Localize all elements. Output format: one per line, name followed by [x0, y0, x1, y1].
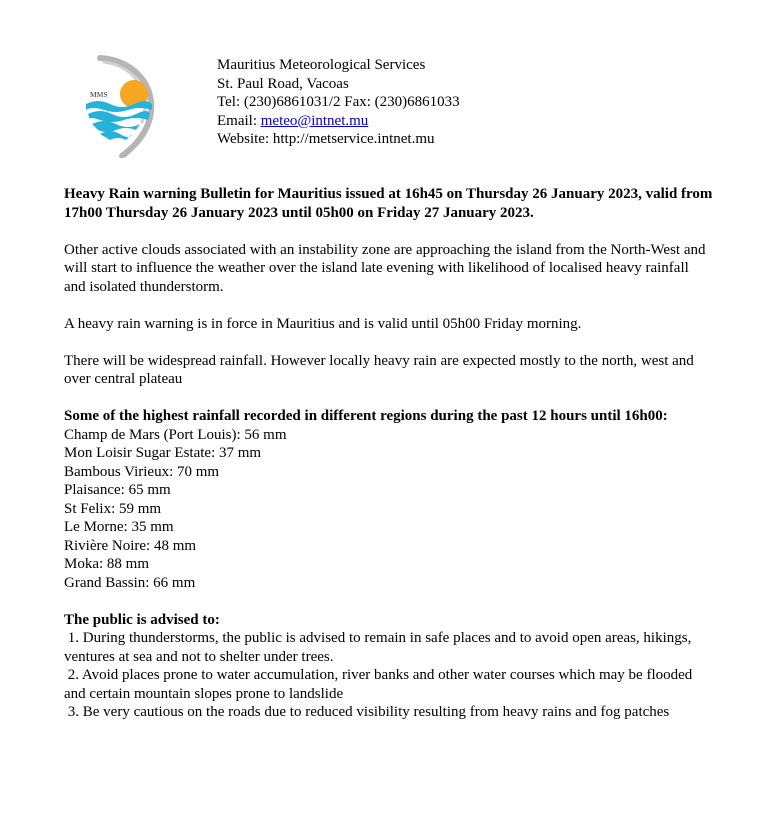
rainfall-item: Champ de Mars (Port Louis): 56 mm: [64, 426, 287, 443]
spacer: [64, 222, 714, 241]
spacer: [64, 592, 714, 611]
organization-header: [217, 56, 460, 149]
spacer: [64, 296, 714, 315]
bulletin-title: Heavy Rain warning Bulletin for Mauritius issued at 16h45 on Thursday 26 January 2023, valid from 17h00 Thursday 26 January 2023 until 05h00 on Friday 27 January 2023.: [64, 186, 713, 221]
rainfall-item: Bambous Virieux: 70 mm: [64, 463, 220, 480]
rainfall-item: Mon Loisir Sugar Estate: 37 mm: [64, 445, 262, 461]
rainfall-item: Le Morne: 35 mm: [64, 519, 174, 535]
mms-logo-graphic: [78, 52, 160, 158]
rainfall-item: Grand Bassin: 66 mm: [64, 574, 196, 591]
rainfall-list: [64, 426, 714, 593]
rainfall-item: Plaisance: 65 mm: [64, 482, 171, 498]
mms-logo: [78, 52, 160, 158]
advice-item: 1. During thunderstorms, the public is advised to remain in safe places and to avoid open areas, hikings, ventures at sea and not to shelter under trees.: [64, 630, 696, 665]
rainfall-item: St Felix: 59 mm: [64, 500, 162, 517]
advice-item: 3. Be very cautious on the roads due to reduced visibility resulting from heavy rains and fog patches: [64, 704, 670, 720]
rainfall-heading: Some of the highest rainfall recorded in different regions during the past 12 hours until 16h00:: [64, 408, 668, 424]
logo-wave-3: [92, 121, 140, 132]
logo-wave-4: [100, 131, 132, 140]
org-tel-fax: Tel: (230)6861031/2 Fax: (230)6861033: [217, 94, 460, 110]
email-label: Email:: [217, 112, 261, 129]
email-link[interactable]: meteo@intnet.mu: [260, 112, 369, 129]
rainfall-item: Rivière Noire: 48 mm: [64, 537, 197, 554]
org-address: St. Paul Road, Vacoas: [217, 75, 349, 92]
advice-item: 2. Avoid places prone to water accumulation, river banks and other water courses which may be flooded and certain mountain slopes prone to landslide: [64, 667, 697, 702]
bulletin-paragraph-3: There will be widespread rainfall. However locally heavy rain are expected mostly to the north, west and over central plateau: [64, 352, 694, 387]
org-email-line: [217, 112, 460, 131]
logo-wave-2: [88, 111, 150, 122]
bulletin-paragraph-1: Other active clouds associated with an instability zone are approaching the island from the North-West and will start to influence the weather over the island late evening with likelihood of localised heavy rainfall and isolated thunderstorm.: [64, 241, 706, 295]
org-name: Mauritius Meteorological Services: [217, 57, 426, 73]
advice-list: [64, 629, 714, 722]
logo-text: MMS: [90, 90, 108, 99]
advice-heading: The public is advised to:: [64, 611, 220, 628]
rainfall-item: Moka: 88 mm: [64, 556, 149, 572]
org-website: Website: http://metservice.intnet.mu: [217, 131, 435, 147]
bulletin-content: [64, 185, 714, 722]
spacer: [64, 389, 714, 408]
spacer: [64, 333, 714, 352]
logo-wave-1: [86, 101, 152, 112]
bulletin-paragraph-2: A heavy rain warning is in force in Mauritius and is valid until 05h00 Friday morning.: [64, 315, 582, 332]
